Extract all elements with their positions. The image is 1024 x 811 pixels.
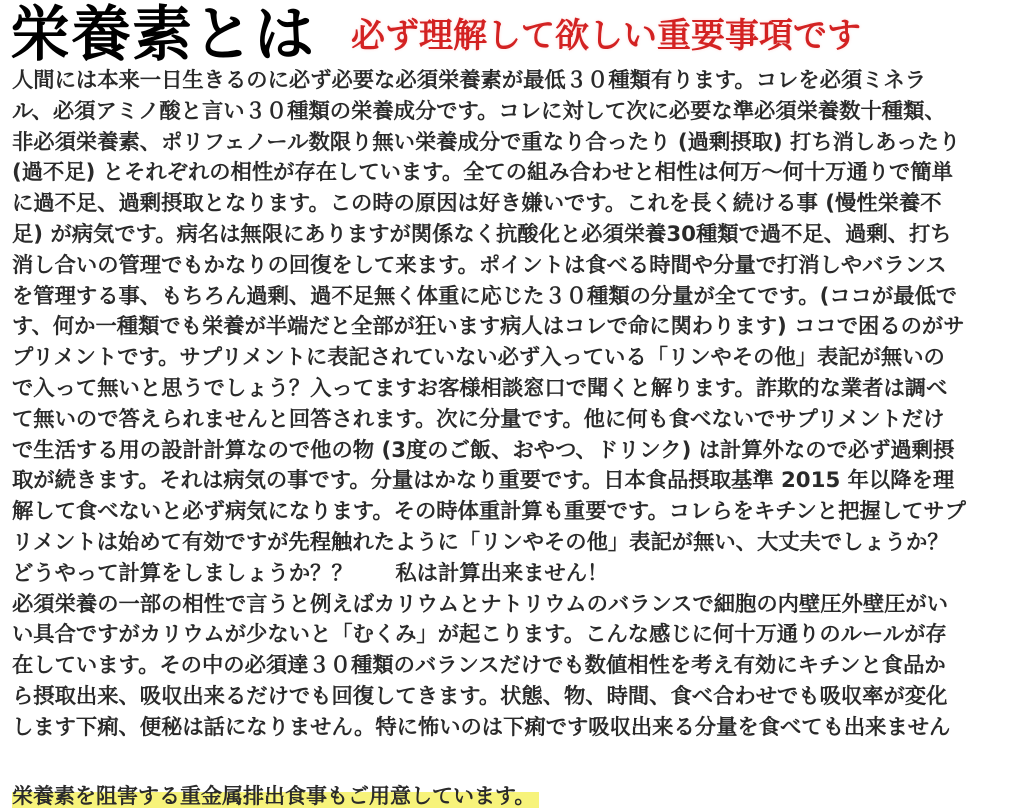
highlight-banner: 栄養素を阻害する重金属排出食事もご用意しています。 (12, 782, 539, 810)
page-subtitle: 必ず理解して欲しい重要事項です (351, 16, 861, 56)
header (10, 2, 1014, 68)
page-title: 栄養素とは (10, 0, 315, 70)
article-body: 人間には本来一日生きるのに必ず必要な必須栄養素が最低３０種類有ります。コレを必須ミネラ ル、必須アミノ酸と言い３０種類の栄養成分です。コレに対して次に必要な準必須栄養数十種類、 非必須栄養素、ポリフェノール数限り無い栄養成分で重なり合ったり (過剰摂取) 打ち消しあったり (過不足) とそれぞれの相性が存在しています。全ての組み合わせと相性は何万〜何十万通りで簡単 に過不足、過剰摂取となります。この時の原因は好き嫌いです。これを長く続ける事 (慢性栄養不 足) が病気です。病名は無限にありますが関係なく抗酸化と必須栄養30種類で過不足、過剰、打ち 消し合いの管理でもかなりの回復をして来ます。ポイントは食べる時間や分量で打消しやバランス を管理する事、もちろん過剰、過不足無く体重に応じた３０種類の分量が全てです。(ココが最低で す、何か一種類でも栄養が半端だと全部が狂います病人はコレで命に関わります) ココで困るのがサ プリメントです。サプリメントに表記されていない必ず入っている「リンやその他」表記が無いの で入って無いと思うでしょう？入ってますお客様相談窓口で聞くと解ります。詐欺的な業者は調べ て無いので答えられませんと回答されます。次に分量です。他に何も食べないでサプリメントだけ で生活する用の設計計算なので他の物 (3度のご飯、おやつ、ドリンク) は計算外なので必ず過剰摂 取が続きます。それは病気の事です。分量はかなり重要です。日本食品摂取基準 2015 年以降を理 解して食べないと必ず病気になります。その時体重計算も重要です。コレらをキチンと把握してサプ リメントは始めて有効ですが先程触れたように「リンやその他」表記が無い、大丈夫でしょうか？ どうやって計算をしましょうか？？ 私は計算出来ません！ 必須栄養の一部の相性で言うと例えばカリウムとナトリウムのバランスで細胞の内壁圧外壁圧がい い具合ですがカリウムが少ないと「むくみ」が起こります。こんな感じに何十万通りのルールが存 在しています。その中の必須達３０種類のバランスだけでも数値相性を考え有効にキチンと食品か ら摂取出来、吸収出来るだけでも回復してきます。状態、物、時間、食べ合わせでも吸収率が変化 します下痢、便秘は話になりません。特に怖いのは下痢です吸収出来る分量を食べても出来ません (12, 68, 966, 740)
